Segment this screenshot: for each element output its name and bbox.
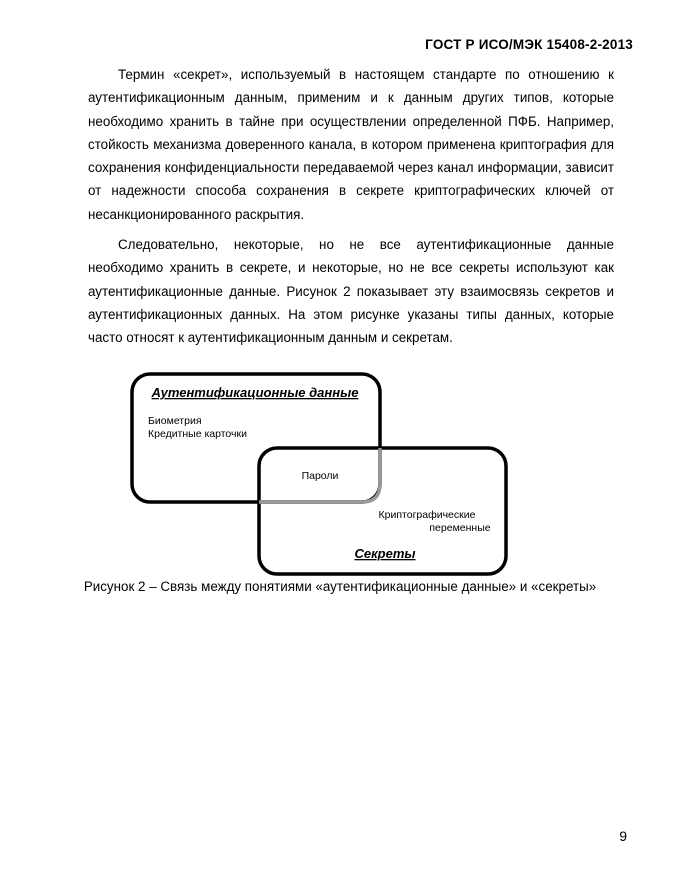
secret-item-line-1: Криптографические [378,509,476,521]
document-header: ГОСТ Р ИСО/МЭК 15408-2-2013 [425,37,633,52]
auth-item-credit-cards: Кредитные карточки [148,428,247,440]
secrets-title: Секреты [354,546,416,561]
paragraph-1-text: Термин «секрет», используемый в настоящем стандарте по отношению к аутентификационным данным, применим и к данным других типов, которые необходимо хранить в тайне при осуществлении определенной ПФБ. Например, стойкость механизма доверенного канала, в котором применена криптография для сохранения конфиденциальности передаваемой через канал информации, зависит от надежности способа сохранения в секрете криптографических ключей от несанкционированного раскрытия. [88,67,614,222]
figure-caption: Рисунок 2 – Связь между понятиями «аутентификационные данные» и «секреты» [83,579,597,594]
paragraph-2-text: Следовательно, некоторые, но не все аутентификационные данные необходимо хранить в секрете, и некоторые, но не все секреты используют как аутентификационные данные. Рисунок 2 показывает эту взаимосвязь секретов и аутентификационных данных. На этом рисунке указаны типы данных, которые часто относят к аутентификационным данным и секретам. [88,237,614,346]
secret-item-line-2: переменные [429,522,491,534]
auth-item-biometrics: Биометрия [148,415,202,427]
shared-item-passwords: Пароли [301,470,339,482]
page-number: 9 [619,828,627,844]
auth-data-title: Аутентификационные данные [151,385,359,400]
